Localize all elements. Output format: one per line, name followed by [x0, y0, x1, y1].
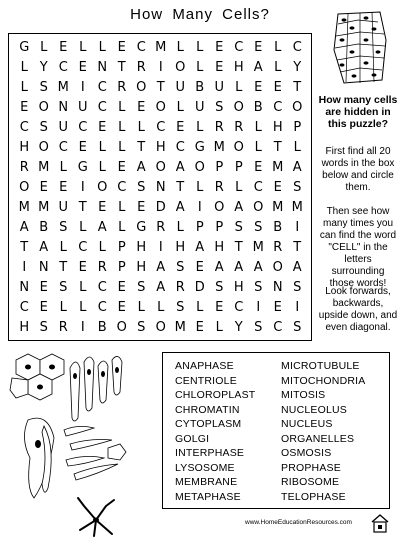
grid-letter: G: [194, 140, 206, 155]
grid-letter: L: [40, 40, 48, 55]
word-list-item: CYTOPLASM: [175, 418, 242, 430]
grid-letter: C: [19, 120, 30, 135]
grid-letter: L: [59, 160, 68, 175]
grid-letter: A: [234, 260, 244, 275]
title-word: Many: [172, 6, 213, 23]
grid-letter: L: [118, 120, 126, 135]
grid-letter: E: [117, 40, 127, 55]
grid-letter: L: [293, 140, 302, 155]
grid-letter: P: [293, 120, 302, 135]
grid-letter: T: [117, 60, 127, 75]
grid-letter: S: [215, 100, 224, 115]
grid-row: [15, 58, 307, 77]
word-list-item: NUCLEUS: [281, 418, 333, 430]
grid-letter: L: [137, 300, 146, 315]
grid-letter: C: [78, 120, 88, 135]
grid-letter: A: [253, 60, 264, 75]
grid-letter: L: [196, 40, 204, 55]
grid-letter: E: [98, 120, 107, 135]
grid-letter: E: [195, 320, 205, 335]
grid-row: [15, 238, 307, 257]
grid-letter: O: [97, 180, 108, 195]
grid-letter: C: [58, 60, 69, 75]
word-list-item: GOLGI: [175, 432, 210, 445]
grid-letter: R: [156, 220, 166, 235]
word-list-item: ORGANELLES: [281, 432, 355, 445]
grid-letter: E: [117, 160, 127, 175]
grid-letter: I: [295, 300, 300, 315]
grid-row: [15, 118, 307, 137]
grid-letter: I: [256, 300, 261, 315]
grid-letter: S: [39, 120, 49, 135]
grid-letter: L: [235, 180, 243, 195]
grid-letter: M: [272, 200, 284, 215]
grid-letter: E: [273, 180, 283, 195]
grid-letter: O: [253, 200, 264, 215]
grid-letter: E: [195, 260, 205, 275]
grid-letter: L: [176, 100, 185, 115]
grid-letter: L: [79, 300, 87, 315]
grid-letter: C: [273, 320, 283, 335]
title-word: How: [130, 6, 164, 23]
grid-letter: E: [39, 280, 49, 295]
grid-row: [15, 38, 307, 57]
grid-letter: I: [295, 220, 300, 235]
grid-letter: M: [174, 320, 187, 335]
grid-letter: L: [118, 200, 126, 215]
word-list-item: OSMOSIS: [281, 447, 332, 459]
grid-letter: A: [195, 240, 205, 255]
grid-letter: N: [272, 280, 284, 295]
grid-letter: A: [156, 260, 166, 275]
grid-letter: L: [59, 300, 68, 315]
grid-letter: L: [98, 240, 107, 255]
grid-letter: L: [235, 80, 243, 95]
grid-letter: E: [78, 60, 88, 75]
grid-letter: R: [97, 260, 108, 275]
cell-types-illustration: [8, 348, 158, 538]
grid-row: [15, 158, 307, 177]
grid-letter: L: [59, 240, 68, 255]
grid-letter: L: [196, 60, 204, 75]
grid-letter: A: [156, 280, 166, 295]
grid-letter: R: [175, 280, 186, 295]
grid-letter: T: [273, 140, 283, 155]
grid-letter: M: [18, 200, 31, 215]
grid-letter: S: [176, 300, 185, 315]
grid-letter: A: [234, 200, 244, 215]
grid-letter: A: [292, 160, 303, 175]
grid-letter: P: [234, 160, 244, 175]
grid-letter: E: [137, 200, 146, 215]
grid-letter: B: [253, 100, 264, 115]
grid-letter: S: [59, 220, 68, 235]
grid-letter: C: [97, 100, 108, 115]
grid-letter: U: [194, 100, 205, 115]
grid-letter: E: [254, 160, 263, 175]
grid-letter: M: [252, 240, 265, 255]
grid-letter: A: [136, 160, 147, 175]
grid-letter: H: [175, 240, 186, 255]
grid-letter: C: [136, 40, 147, 55]
grid-letter: S: [176, 260, 185, 275]
grid-letter: M: [291, 200, 304, 215]
word-list-item: TELOPHASE: [281, 490, 346, 503]
grid-letter: E: [254, 80, 263, 95]
grid-row: [15, 258, 307, 277]
grid-letter: S: [234, 220, 244, 235]
grid-letter: L: [137, 120, 146, 135]
grid-letter: I: [158, 240, 164, 255]
grid-letter: R: [58, 320, 69, 335]
grid-letter: O: [38, 140, 50, 155]
word-list-item: MICROTUBULE: [281, 360, 360, 372]
grid-letter: N: [155, 180, 167, 195]
grid-letter: P: [195, 220, 205, 235]
grid-letter: N: [97, 60, 108, 75]
grid-letter: L: [20, 80, 29, 95]
word-list-left: [175, 359, 255, 504]
title-word: Cells?: [222, 6, 270, 23]
grid-letter: H: [233, 60, 245, 75]
word-list-item: INTERPHASE: [175, 447, 245, 459]
grid-letter: C: [58, 140, 69, 155]
grid-row: [15, 138, 307, 157]
grid-letter: H: [19, 140, 30, 155]
grid-letter: T: [156, 80, 166, 95]
grid-letter: R: [214, 120, 225, 135]
grid-letter: E: [215, 300, 224, 315]
grid-letter: L: [79, 220, 87, 235]
grid-letter: L: [118, 100, 126, 115]
grid-letter: L: [196, 300, 204, 315]
grid-letter: S: [39, 320, 49, 335]
grid-letter: L: [254, 140, 263, 155]
grid-letter: R: [136, 60, 147, 75]
grid-letter: G: [77, 160, 89, 175]
grid-letter: O: [19, 180, 30, 195]
grid-letter: S: [59, 280, 68, 295]
grid-letter: C: [117, 180, 127, 195]
word-list-item: MITOCHONDRIA: [281, 374, 366, 387]
grid-letter: H: [272, 120, 284, 135]
grid-letter: O: [214, 200, 225, 215]
house-logo-icon: [370, 512, 390, 534]
grid-letter: L: [196, 180, 204, 195]
grid-letter: S: [293, 280, 302, 295]
grid-letter: I: [158, 60, 164, 75]
grid-letter: C: [78, 240, 88, 255]
grid-letter: R: [273, 240, 283, 255]
grid-letter: L: [118, 220, 126, 235]
grid-letter: S: [137, 180, 146, 195]
grid-letter: E: [59, 180, 68, 195]
grid-letter: A: [175, 160, 186, 175]
grid-letter: E: [39, 300, 49, 315]
grid-letter: A: [253, 260, 264, 275]
grid-letter: M: [57, 80, 70, 95]
grid-letter: E: [20, 100, 29, 115]
grid-letter: E: [137, 100, 146, 115]
grid-letter: O: [155, 160, 167, 175]
grid-letter: E: [273, 80, 283, 95]
grid-letter: L: [79, 280, 87, 295]
footer-url: www.HomeEducationResources.com: [245, 519, 352, 526]
grid-letter: O: [155, 320, 167, 335]
grid-letter: P: [215, 220, 224, 235]
grid-letter: P: [117, 260, 127, 275]
sidebar-instruction-3: Look forwards, backwards, upside down, and even diagonal.: [318, 286, 398, 333]
grid-letter: G: [19, 40, 30, 55]
grid-letter: C: [292, 40, 303, 55]
word-list-item: MEMBRANE: [175, 476, 238, 488]
grid-letter: E: [98, 200, 107, 215]
word-list-item: RIBOSOME: [281, 476, 340, 488]
grid-letter: S: [39, 80, 49, 95]
grid-letter: U: [58, 120, 69, 135]
grid-letter: L: [157, 300, 165, 315]
word-list-right: [281, 359, 365, 504]
word-list-item: CENTRIOLE: [175, 374, 237, 387]
grid-letter: E: [78, 140, 88, 155]
grid-letter: S: [137, 280, 146, 295]
grid-letter: O: [155, 100, 167, 115]
grid-letter: S: [293, 320, 302, 335]
grid-letter: B: [97, 320, 108, 335]
grid-letter: S: [254, 280, 263, 295]
grid-letter: U: [77, 100, 88, 115]
grid-letter: R: [214, 180, 225, 195]
grid-letter: S: [137, 320, 146, 335]
grid-letter: Y: [293, 60, 302, 75]
grid-letter: C: [97, 80, 108, 95]
grid-letter: S: [254, 220, 263, 235]
grid-letter: L: [274, 60, 282, 75]
grid-letter: H: [214, 240, 225, 255]
word-list-item: ANAPHASE: [175, 360, 234, 372]
grid-letter: E: [59, 40, 68, 55]
grid-letter: E: [215, 40, 224, 55]
grid-letter: O: [272, 260, 284, 275]
grid-letter: B: [195, 80, 205, 95]
grid-letter: O: [136, 80, 147, 95]
grid-letter: H: [233, 280, 245, 295]
grid-letter: N: [19, 280, 30, 295]
grid-letter: T: [176, 180, 185, 195]
grid-letter: R: [117, 80, 127, 95]
grid-letter: A: [292, 260, 303, 275]
grid-letter: E: [117, 280, 127, 295]
grid-letter: I: [197, 200, 203, 215]
grid-letter: P: [117, 240, 127, 255]
grid-letter: L: [176, 40, 185, 55]
grid-letter: E: [254, 40, 263, 55]
grid-letter: T: [59, 260, 68, 275]
grid-letter: B: [39, 220, 49, 235]
grid-letter: A: [97, 220, 108, 235]
word-list-item: MITOSIS: [281, 389, 326, 401]
sidebar-instruction-2: Then see how many times you can find the word "CELL" in the letters surrounding those words!: [319, 206, 397, 289]
grid-letter: B: [273, 220, 283, 235]
grid-letter: E: [117, 300, 127, 315]
grid-letter: Y: [39, 60, 49, 75]
grid-letter: O: [194, 160, 206, 175]
grid-letter: O: [292, 100, 303, 115]
grid-letter: E: [273, 300, 283, 315]
cell-cluster-illustration: [330, 10, 390, 85]
grid-letter: S: [215, 280, 224, 295]
grid-letter: E: [176, 120, 185, 135]
word-list-item: PROPHASE: [281, 461, 341, 474]
grid-letter: N: [58, 100, 69, 115]
grid-letter: M: [272, 160, 284, 175]
grid-letter: E: [78, 260, 88, 275]
grid-letter: T: [234, 240, 244, 255]
grid-letter: H: [136, 240, 147, 255]
grid-letter: L: [196, 120, 204, 135]
grid-letter: H: [136, 260, 147, 275]
grid-letter: N: [38, 260, 50, 275]
grid-letter: S: [293, 180, 302, 195]
grid-letter: E: [39, 180, 49, 195]
grid-row: [15, 78, 307, 97]
grid-letter: A: [19, 220, 30, 235]
grid-letter: U: [175, 80, 186, 95]
grid-letter: L: [118, 140, 126, 155]
grid-letter: T: [137, 140, 146, 155]
grid-letter: T: [293, 80, 302, 95]
grid-letter: C: [234, 300, 244, 315]
grid-letter: A: [39, 240, 49, 255]
word-list-item: METAPHASE: [175, 490, 241, 503]
word-list-item: LYSOSOME: [175, 461, 235, 474]
grid-letter: I: [80, 320, 86, 335]
grid-letter: O: [233, 140, 245, 155]
grid-letter: I: [22, 260, 27, 275]
grid-letter: O: [175, 60, 186, 75]
grid-letter: L: [176, 220, 185, 235]
grid-letter: T: [293, 240, 302, 255]
grid-row: [15, 98, 307, 117]
grid-letter: C: [253, 180, 264, 195]
grid-letter: R: [19, 160, 30, 175]
grid-letter: O: [233, 100, 245, 115]
grid-letter: L: [274, 40, 282, 55]
grid-letter: O: [38, 100, 50, 115]
grid-letter: T: [78, 200, 88, 215]
grid-letter: I: [80, 80, 86, 95]
grid-letter: M: [38, 200, 50, 215]
grid-letter: C: [19, 300, 30, 315]
grid-letter: H: [155, 140, 167, 155]
grid-letter: Y: [234, 320, 244, 335]
word-list-box: [162, 352, 390, 509]
grid-letter: G: [136, 220, 147, 235]
grid-letter: L: [98, 160, 107, 175]
grid-letter: E: [215, 60, 224, 75]
grid-letter: M: [213, 140, 226, 155]
grid-letter: C: [97, 300, 108, 315]
word-list-item: NUCLEOLUS: [281, 403, 347, 416]
grid-letter: C: [273, 100, 283, 115]
grid-letter: L: [98, 40, 107, 55]
grid-letter: D: [155, 200, 167, 215]
grid-letter: U: [214, 80, 225, 95]
grid-letter: C: [156, 120, 166, 135]
sidebar-instruction-1: First find all 20 words in the box below and circle them.: [321, 146, 395, 193]
grid-letter: C: [97, 280, 108, 295]
grid-letter: S: [254, 320, 263, 335]
grid-letter: C: [175, 140, 186, 155]
grid-row: [15, 318, 307, 337]
sidebar-question: How many cells are hidden in this puzzle?: [318, 94, 398, 130]
grid-row: [15, 178, 307, 197]
grid-letter: H: [19, 320, 30, 335]
grid-letter: L: [98, 140, 107, 155]
grid-letter: L: [254, 120, 263, 135]
grid-letter: D: [194, 280, 206, 295]
grid-letter: T: [20, 240, 29, 255]
grid-letter: R: [234, 120, 244, 135]
grid-letter: L: [79, 40, 87, 55]
grid-row: [15, 278, 307, 297]
word-search-grid: [8, 33, 312, 341]
grid-row: [15, 218, 307, 237]
grid-letter: U: [58, 200, 69, 215]
grid-letter: A: [175, 200, 186, 215]
grid-letter: M: [38, 160, 50, 175]
word-list-item: CHLOROPLAST: [175, 389, 256, 401]
grid-letter: I: [80, 180, 86, 195]
grid-letter: A: [214, 260, 225, 275]
grid-letter: P: [215, 160, 224, 175]
grid-letter: O: [116, 320, 128, 335]
grid-letter: M: [155, 40, 167, 55]
grid-letter: L: [215, 320, 224, 335]
grid-letter: C: [234, 40, 244, 55]
grid-letter: L: [20, 60, 29, 75]
grid-row: [15, 298, 307, 317]
grid-row: [15, 198, 307, 217]
word-list-item: CHROMATIN: [175, 403, 240, 416]
